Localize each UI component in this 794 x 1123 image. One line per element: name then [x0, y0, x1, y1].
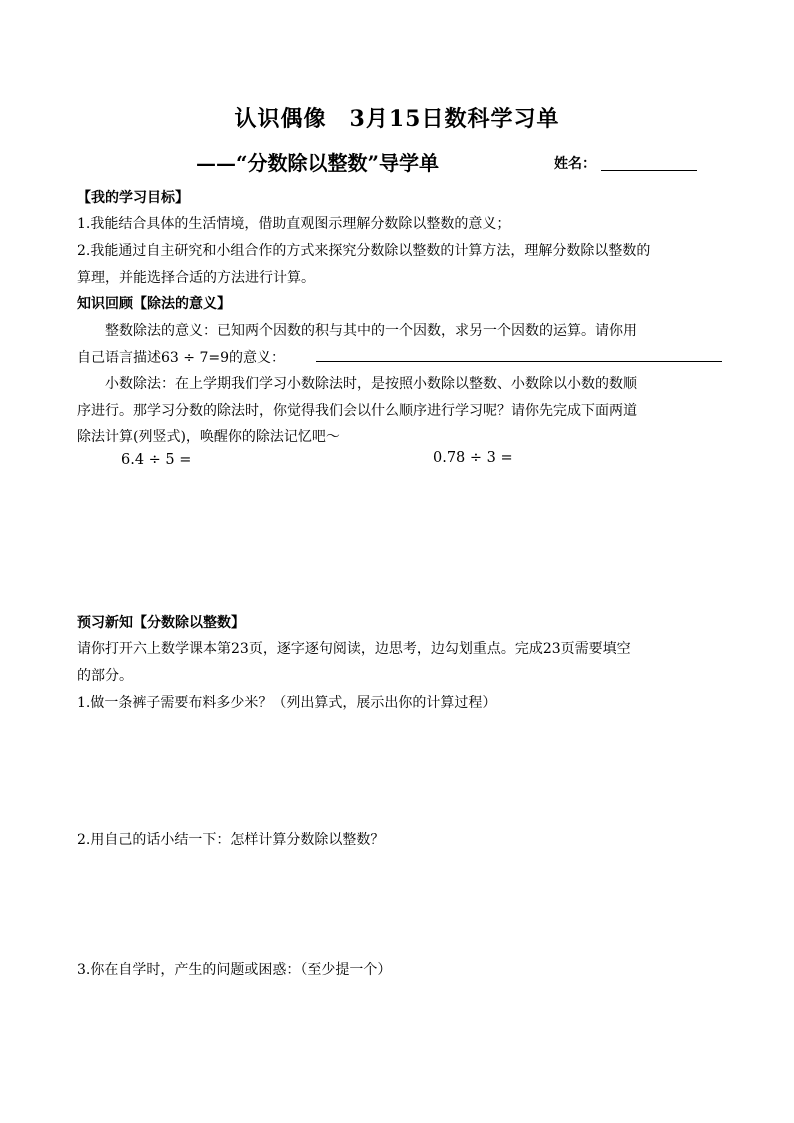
name-field[interactable]: [601, 170, 697, 171]
page-title: 认识偶像 3月15日数科学习单: [234, 106, 560, 132]
goal-item-2-line-1: 2.我能通过自主研究和小组合作的方式来探究分数除以整数的计算方法，理解分数除以整数的: [77, 243, 651, 259]
goal-item-1: 1.我能结合具体的生活情境，借助直观图示理解分数除以整数的意义；: [77, 216, 511, 232]
question-2: 2.用自己的话小结一下：怎样计算分数除以整数？: [77, 832, 385, 848]
name-label: 姓名：: [554, 156, 596, 172]
calc-expression-1: 6.4 ÷ 5 =: [121, 452, 192, 468]
calc-expression-2: 0.78 ÷ 3 =: [433, 450, 513, 466]
page-subtitle: ——“分数除以整数”导学单: [196, 151, 440, 175]
preview-intro-line-1: 请你打开六上数学课本第23页，逐字逐句阅读，边思考，边勾划重点。完成23页需要填空: [77, 641, 631, 657]
review-heading: 知识回顾【除法的意义】: [77, 296, 231, 312]
preview-intro-line-2: 的部分。: [77, 668, 133, 684]
review-p2-line-1: 小数除法：在上学期我们学习小数除法时，是按照小数除以整数、小数除以小数的数顺: [105, 376, 637, 392]
question-3: 3.你在自学时，产生的问题或困惑：（至少提一个）: [77, 962, 392, 978]
goals-heading: 【我的学习目标】: [77, 190, 189, 206]
review-p2-line-3: 除法计算(列竖式)，唤醒你的除法记忆吧～: [77, 429, 340, 445]
question-1: 1.做一条裤子需要布料多少米？（列出算式，展示出你的计算过程）: [77, 695, 497, 711]
meaning-answer-field[interactable]: [316, 361, 722, 362]
review-p2-line-2: 序进行。那学习分数的除法时，你觉得我们会以什么顺序进行学习呢？请你先完成下面两道: [77, 403, 637, 419]
review-p1-line-2: 自己语言描述63 ÷ 7=9的意义：: [77, 350, 285, 366]
preview-heading: 预习新知【分数除以整数】: [77, 615, 245, 631]
review-p1-line-1: 整数除法的意义：已知两个因数的积与其中的一个因数，求另一个因数的运算。请你用: [105, 323, 637, 339]
goal-item-2-line-2: 算理，并能选择合适的方法进行计算。: [77, 270, 315, 286]
